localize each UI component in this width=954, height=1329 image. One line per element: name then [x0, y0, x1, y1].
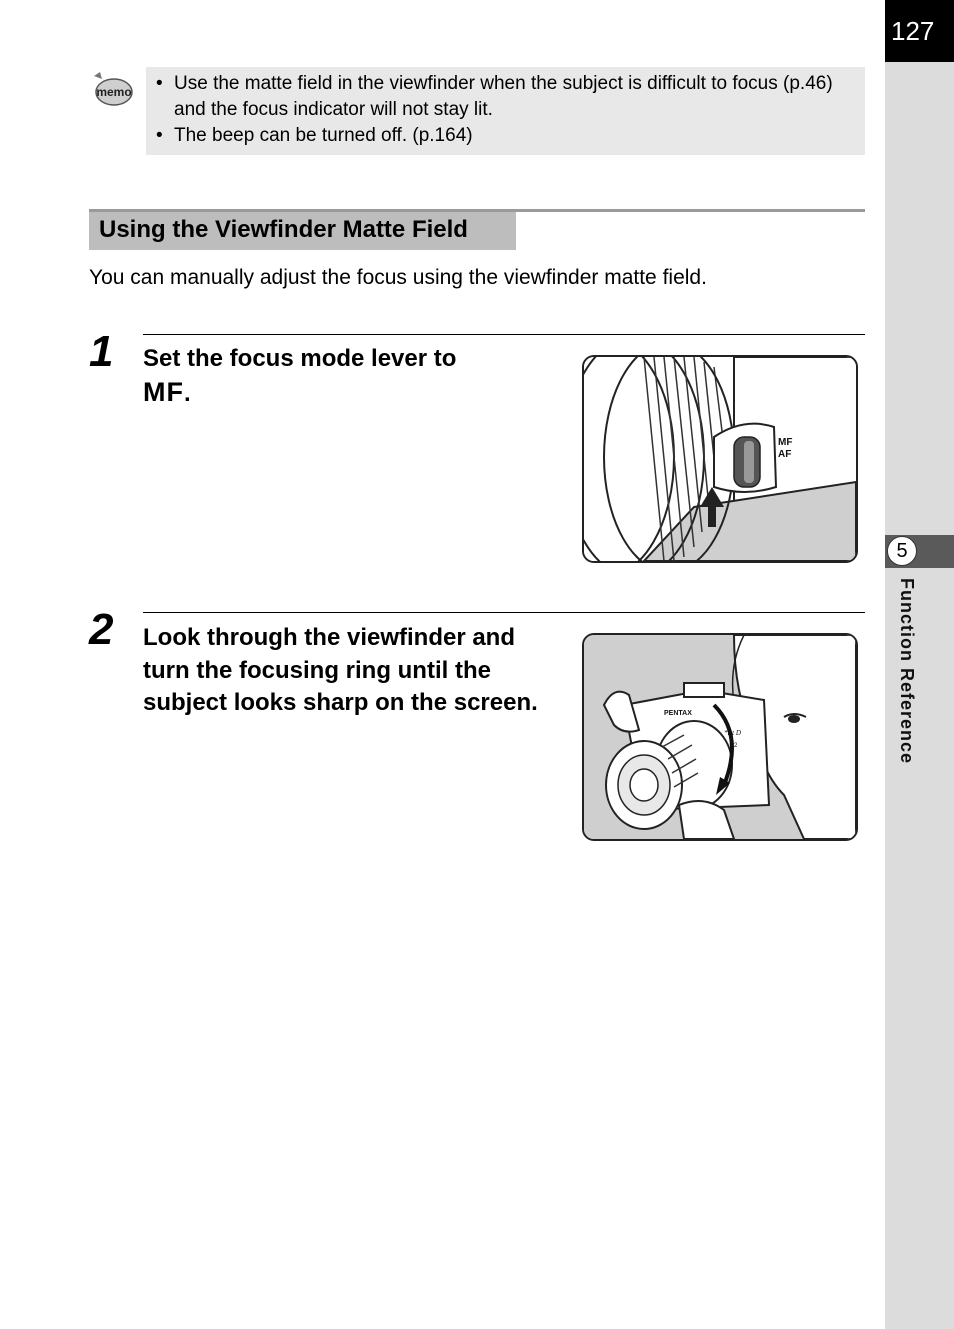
viewfinder-illustration — [582, 633, 858, 841]
memo-item: • The beep can be turned off. (p.164) — [156, 123, 855, 149]
camera-brand-label: PENTAX — [664, 710, 692, 717]
page-number: 127 — [885, 0, 954, 62]
step-text — [143, 343, 543, 410]
chapter-number: 5 — [887, 536, 917, 566]
mf-mode-label: MF — [143, 376, 184, 407]
memo-list — [156, 71, 855, 149]
chapter-label: Function Reference — [897, 578, 917, 765]
mf-label: MF — [778, 437, 793, 448]
memo-icon-label: memo — [96, 85, 132, 99]
step-text-prefix: Set the focus mode lever to — [143, 345, 457, 372]
step-number: 2 — [89, 605, 114, 654]
section-title: Using the Viewfinder Matte Field — [89, 212, 516, 250]
memo-item: • Use the matte field in the viewfinder when the subject is difficult to focus (p.46) and the focus indicator will not stay lit. — [156, 71, 855, 123]
camera-model-label: *ist D — [724, 729, 741, 737]
section-intro: You can manually adjust the focus using the viewfinder matte field. — [89, 266, 707, 289]
step-rule — [143, 334, 865, 335]
step-text: Look through the viewfinder and turn the focusing ring until the subject looks sharp on the screen. — [143, 624, 538, 716]
camera-badge-label: S2 — [730, 743, 738, 749]
memo-icon — [90, 70, 134, 110]
step-text-suffix: . — [183, 379, 191, 407]
step-number: 1 — [89, 327, 114, 376]
memo-box — [146, 67, 865, 155]
focus-lever-illustration — [582, 355, 858, 563]
af-label: AF — [778, 449, 792, 460]
step-rule — [143, 612, 865, 613]
